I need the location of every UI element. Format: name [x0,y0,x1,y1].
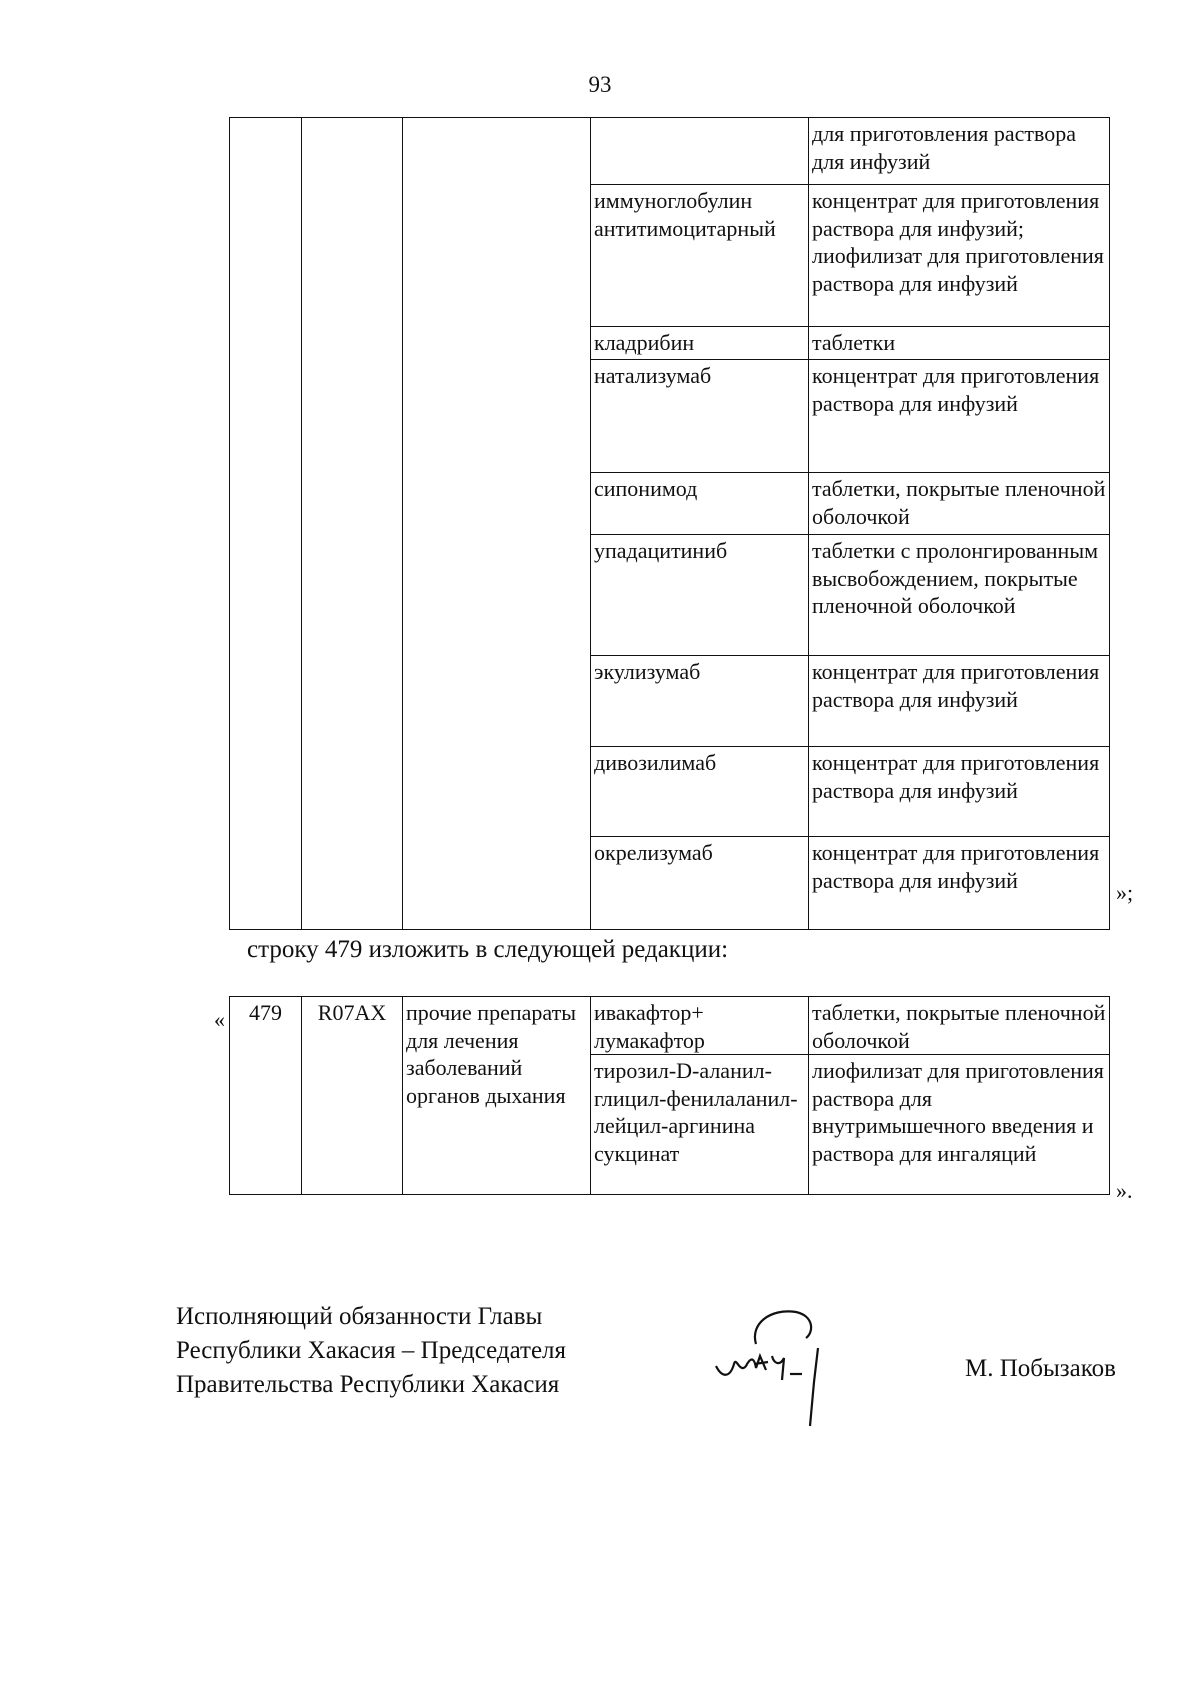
form-cell: концентрат для приготовления раствора для инфузий [809,656,1110,747]
empty-cell [230,837,302,930]
medication-table-row-479 [229,996,1110,1195]
empty-cell [403,327,591,360]
group-cell: прочие препараты для лечения заболеваний органов дыхания [403,997,591,1195]
signature-title [176,1300,566,1402]
medication-table-continuation [229,117,1110,930]
empty-cell [403,473,591,535]
empty-cell [403,118,591,185]
closing-quote-2: ». [1116,1178,1133,1203]
form-cell: концентрат для приготовления раствора для инфузий [809,837,1110,930]
empty-cell [403,747,591,837]
drug-cell [591,118,809,185]
instruction-text: строку 479 изложить в следующей редакции: [247,936,729,963]
table-row [230,997,1110,1055]
signatory-name: М. Побызаков [965,1355,1116,1382]
empty-cell [403,360,591,473]
table-row [230,327,1110,360]
handwritten-signature [710,1304,870,1434]
form-cell: концентрат для приготовления раствора для инфузий; лиофилизат для приготовления раствора для инфузий [809,185,1110,327]
form-cell: для приготовления раствора для инфузий [809,118,1110,185]
empty-cell [230,747,302,837]
table-row [230,118,1110,185]
drug-cell: упадацитиниб [591,535,809,656]
empty-cell [302,118,403,185]
empty-cell [302,327,403,360]
empty-cell [230,656,302,747]
drug-cell: окрелизумаб [591,837,809,930]
drug-cell: тирозил-D-аланил-глицил-фенилаланил-лейцил-аргинина сукцинат [591,1055,809,1195]
empty-cell [302,837,403,930]
form-cell: лиофилизат для приготовления раствора для внутримышечного введения и раствора для ингаляций [809,1055,1110,1195]
form-cell: таблетки, покрытые пленочной оболочкой [809,473,1110,535]
empty-cell [230,535,302,656]
drug-cell: сипонимод [591,473,809,535]
signature-title-line: Правительства Республики Хакасия [176,1371,560,1398]
form-cell: таблетки, покрытые пленочной оболочкой [809,997,1110,1055]
empty-cell [403,656,591,747]
drug-cell: иммуноглобулин антитимоцитарный [591,185,809,327]
empty-cell [230,327,302,360]
row-number-cell: 479 [230,997,302,1195]
table-row [230,473,1110,535]
empty-cell [302,360,403,473]
empty-cell [403,535,591,656]
empty-cell [403,837,591,930]
atc-code-cell: R07AX [302,997,403,1195]
empty-cell [230,118,302,185]
table-row [230,656,1110,747]
empty-cell [302,747,403,837]
empty-cell [302,656,403,747]
form-cell: таблетки [809,327,1110,360]
opening-quote-2: « [214,1007,225,1032]
form-cell: концентрат для приготовления раствора для инфузий [809,747,1110,837]
signature-title-line: Исполняющий обязанности Главы [176,1303,543,1330]
empty-cell [403,185,591,327]
form-cell: таблетки с пролонгированным высвобождением, покрытые пленочной оболочкой [809,535,1110,656]
empty-cell [302,185,403,327]
table-row [230,185,1110,327]
drug-cell: натализумаб [591,360,809,473]
table-row [230,535,1110,656]
signature-title-line: Республики Хакасия – Председателя [176,1337,567,1364]
table-row [230,837,1110,930]
empty-cell [230,360,302,473]
drug-cell: экулизумаб [591,656,809,747]
table-row [230,747,1110,837]
closing-quote-1: »; [1116,880,1134,905]
empty-cell [302,473,403,535]
empty-cell [230,185,302,327]
table-row [230,360,1110,473]
drug-cell: ивакафтор+ лумакафтор [591,997,809,1055]
empty-cell [302,535,403,656]
form-cell: концентрат для приготовления раствора для инфузий [809,360,1110,473]
drug-cell: дивозилимаб [591,747,809,837]
empty-cell [230,473,302,535]
drug-cell: кладрибин [591,327,809,360]
page-number: 93 [588,72,612,97]
